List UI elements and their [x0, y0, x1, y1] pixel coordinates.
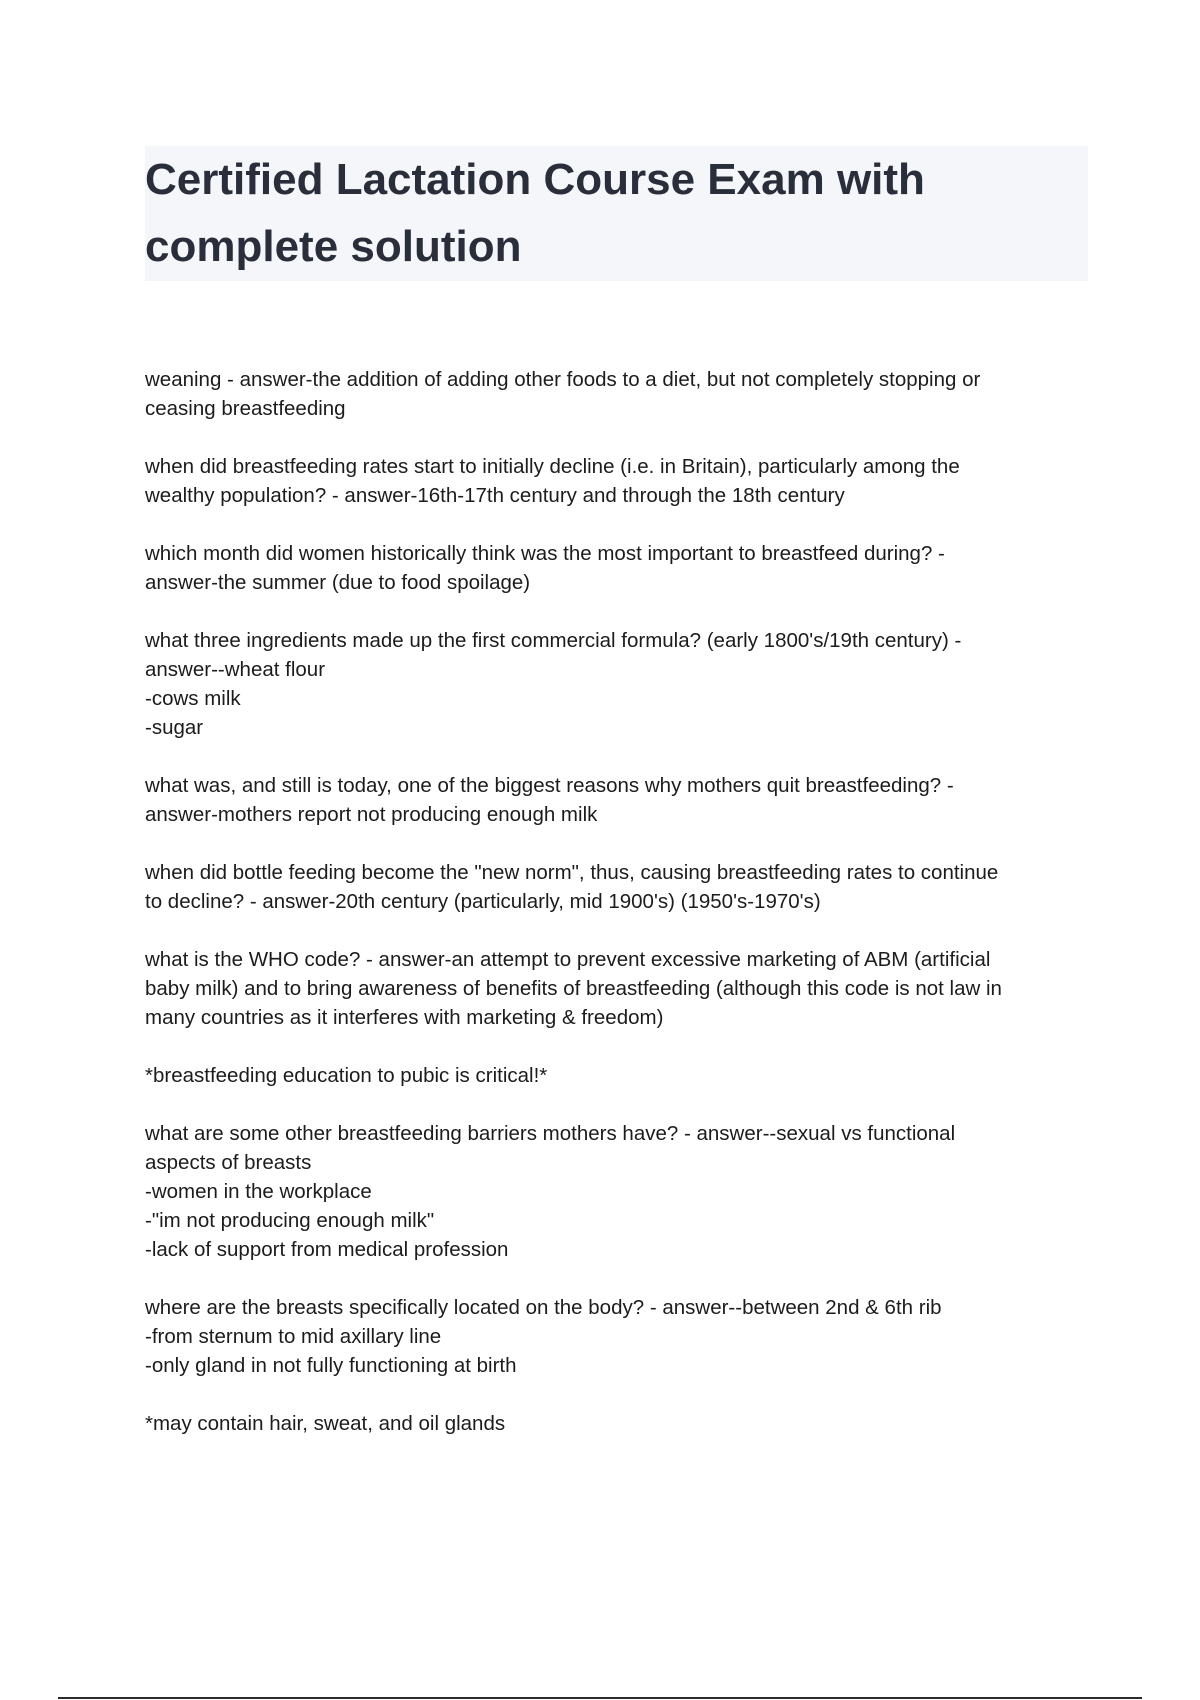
footer-divider — [58, 1697, 1142, 1699]
qa-entry-bottle-feeding: when did bottle feeding become the "new norm", thus, causing breastfeeding rates to continue to decline? - answer-20th century (particularly, mid 1900's) (1950's-1970's) — [145, 861, 999, 913]
qa-entry-first-formula: what three ingredients made up the first commercial formula? (early 1800's/19th century) - answer--wheat flour -cows milk -sugar — [145, 629, 962, 739]
qa-entry-decline-timing: when did breastfeeding rates start to initially decline (i.e. in Britain), particularly among the wealthy population? - answer-16th-17th century and through the 18th century — [145, 455, 960, 507]
qa-content — [145, 365, 1090, 1467]
qa-entry-weaning: weaning - answer-the addition of adding other foods to a diet, but not completely stopping or ceasing breastfeeding — [145, 368, 981, 420]
qa-entry-quit-reasons: what was, and still is today, one of the biggest reasons why mothers quit breastfeeding? - answer-mothers report not producing enough milk — [145, 774, 954, 826]
document-title: Certified Lactation Course Exam with complete solution — [145, 155, 925, 271]
qa-entry-barriers: what are some other breastfeeding barriers mothers have? - answer--sexual vs functional aspects of breasts -women in the workplace -"im not producing enough milk" -lack of support from medical profession — [145, 1122, 956, 1261]
title-block — [145, 146, 1088, 281]
qa-entry-who-code: what is the WHO code? - answer-an attempt to prevent excessive marketing of ABM (artificial baby milk) and to bring awareness of benefits of breastfeeding (although this code is not law in many countries as it interferes with marketing & freedom) — [145, 948, 1002, 1029]
note-education: *breastfeeding education to pubic is critical!* — [145, 1064, 548, 1087]
qa-entry-important-month: which month did women historically think was the most important to breastfeed during? - answer-the summer (due to food spoilage) — [145, 542, 945, 594]
qa-entry-breast-location: where are the breasts specifically located on the body? - answer--between 2nd & 6th rib -from sternum to mid axillary line -only gland in not fully functioning at birth — [145, 1296, 942, 1377]
note-glands: *may contain hair, sweat, and oil glands — [145, 1412, 506, 1435]
